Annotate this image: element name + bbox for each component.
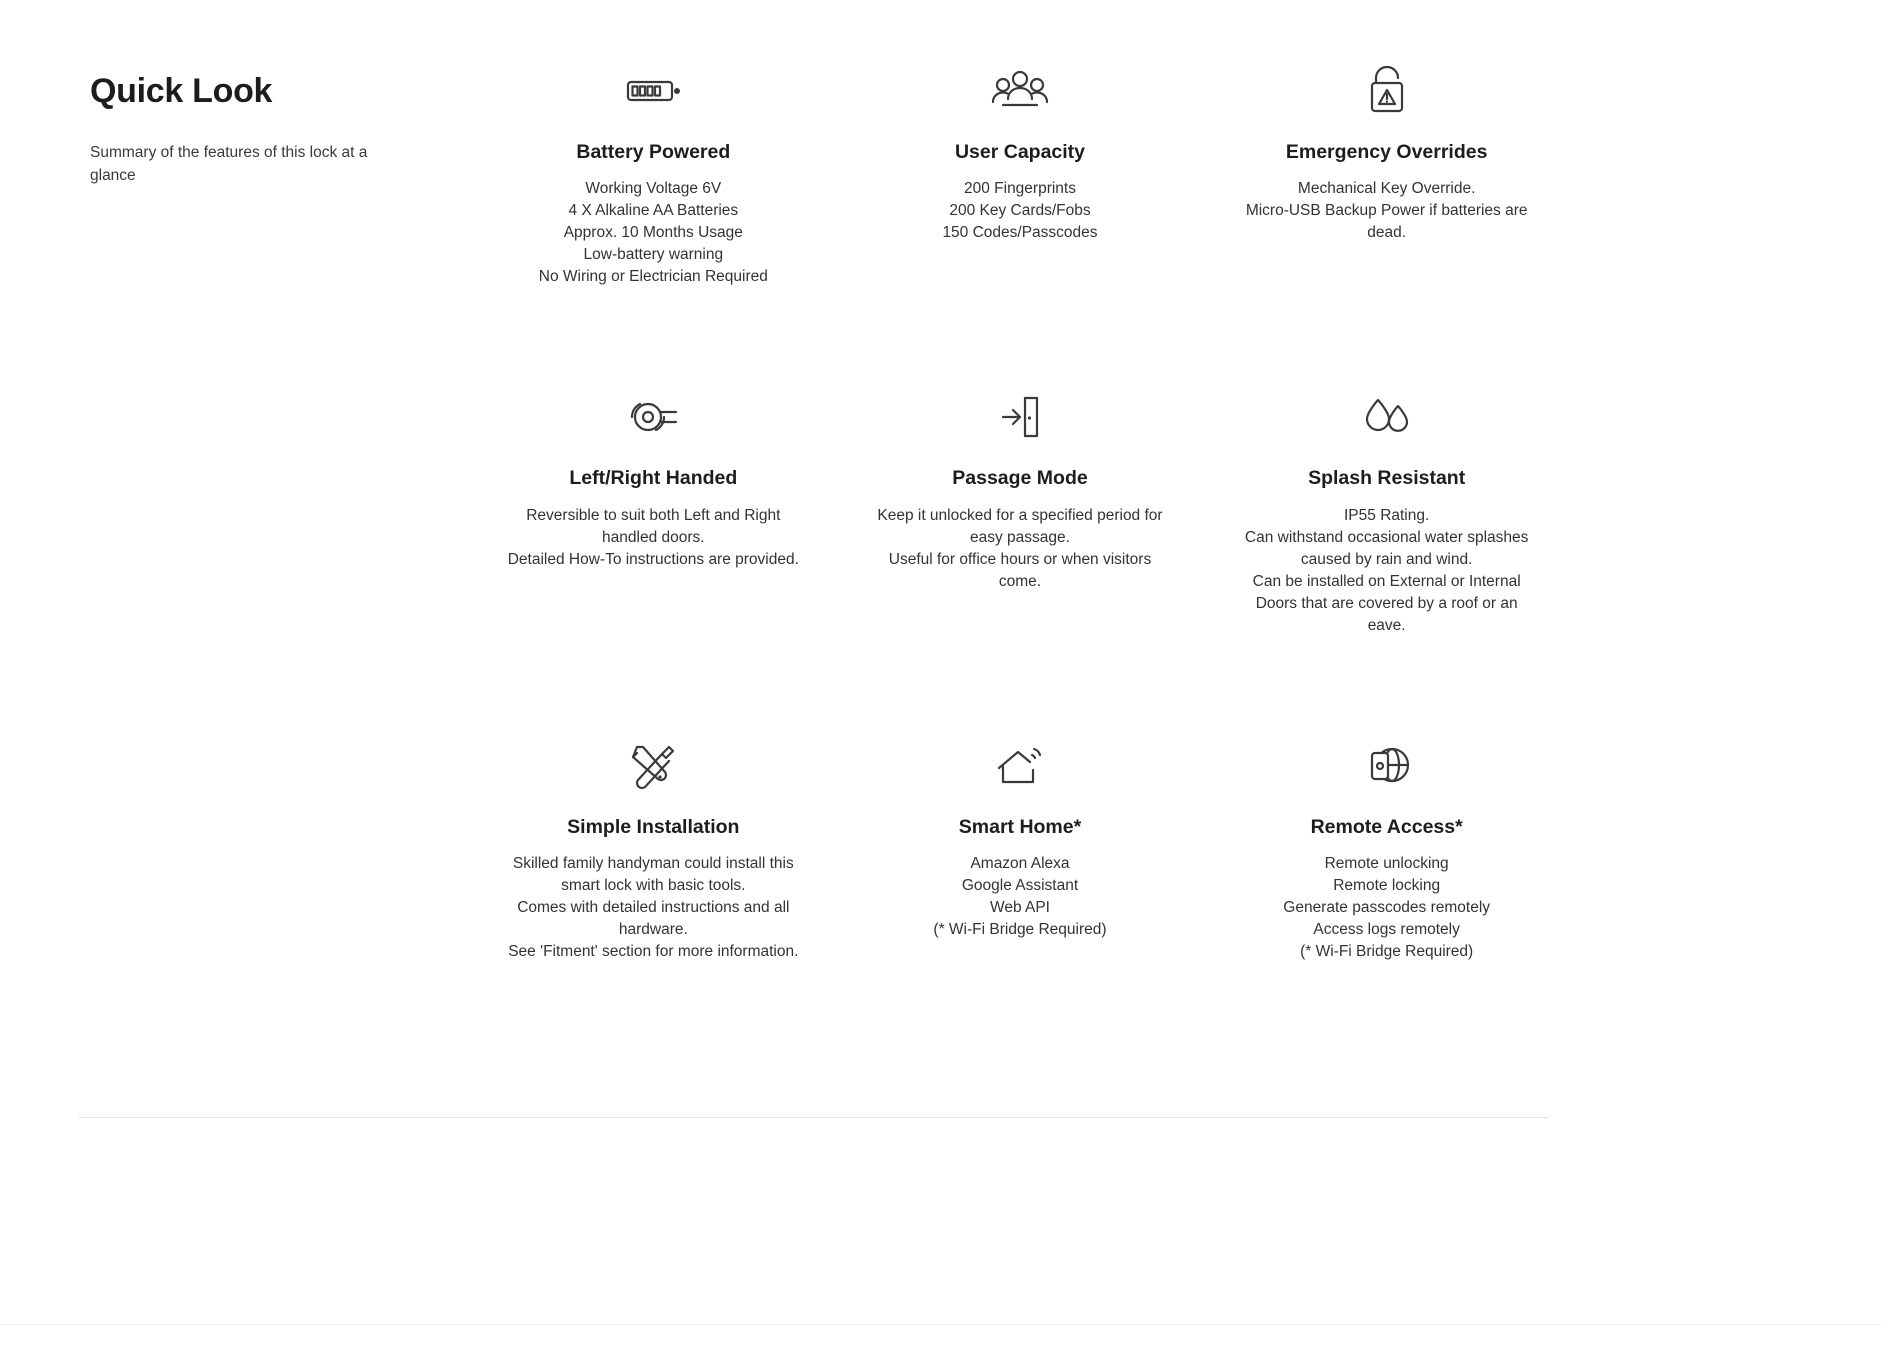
feature-card-battery-powered xyxy=(470,60,837,288)
feature-lines xyxy=(870,505,1170,593)
feature-lines xyxy=(1283,853,1490,963)
page-bottom-edge xyxy=(0,1324,1881,1347)
feature-title: Splash Resistant xyxy=(1308,467,1466,490)
feature-line: Keep it unlocked for a specified period for easy passage. xyxy=(877,506,1163,546)
feature-lines xyxy=(503,853,803,963)
door-passage-icon xyxy=(993,386,1047,448)
quick-look-section xyxy=(90,60,1570,963)
feature-line: No Wiring or Electrician Required xyxy=(538,268,768,286)
feature-line: Approx. 10 Months Usage xyxy=(563,224,743,242)
feature-card-splash-resistant xyxy=(1203,386,1570,636)
feature-title: Battery Powered xyxy=(576,141,731,163)
feature-line: Mechanical Key Override. xyxy=(1297,180,1476,198)
feature-line: Reversible to suit both Left and Right handled doors. xyxy=(526,506,781,546)
reversible-handing-icon xyxy=(622,386,684,448)
feature-line: Can be installed on External or Internal Doors that are covered by a roof or an eave. xyxy=(1252,572,1521,634)
feature-line: Skilled family handyman could install this smart lock with basic tools. xyxy=(512,855,794,895)
quick-look-layout xyxy=(90,60,1570,963)
feature-card-simple-installation xyxy=(470,735,837,963)
feature-title: Simple Installation xyxy=(567,815,740,838)
quick-look-intro xyxy=(90,60,390,188)
feature-lines xyxy=(539,178,768,288)
feature-title: Passage Mode xyxy=(952,467,1088,490)
feature-line: Can withstand occasional water splashes caused by rain and wind. xyxy=(1244,528,1529,568)
feature-title: Remote Access* xyxy=(1310,815,1463,838)
battery-icon xyxy=(622,60,684,122)
section-divider xyxy=(78,1117,1548,1118)
feature-card-passage-mode xyxy=(837,386,1204,636)
feature-lines xyxy=(933,853,1106,941)
feature-line: Useful for office hours or when visitors come. xyxy=(888,550,1152,590)
feature-grid xyxy=(470,60,1570,963)
feature-line: (* Wi-Fi Bridge Required) xyxy=(1300,943,1474,961)
page-left-edge xyxy=(0,0,6,1347)
feature-card-remote-access xyxy=(1203,735,1570,963)
tools-icon xyxy=(624,735,682,797)
feature-card-emergency-overrides xyxy=(1203,60,1570,288)
feature-line: Remote unlocking xyxy=(1324,855,1449,873)
feature-line: 4 X Alkaline AA Batteries xyxy=(568,202,739,220)
feature-line: Micro-USB Backup Power if batteries are dead. xyxy=(1245,202,1528,242)
feature-line: Amazon Alexa xyxy=(970,855,1070,873)
feature-line: Detailed How-To instructions are provided. xyxy=(507,550,799,568)
feature-line: 200 Key Cards/Fobs xyxy=(949,202,1091,220)
feature-title: Emergency Overrides xyxy=(1285,141,1488,163)
feature-card-user-capacity xyxy=(837,60,1204,288)
feature-title: Smart Home* xyxy=(958,815,1082,838)
feature-lines xyxy=(1237,505,1537,637)
feature-title: User Capacity xyxy=(954,141,1086,163)
feature-line: See 'Fitment' section for more information. xyxy=(508,943,799,961)
feature-title: Left/Right Handed xyxy=(569,467,738,490)
remote-access-icon xyxy=(1358,735,1416,797)
feature-line: Comes with detailed instructions and all hardware. xyxy=(517,899,790,939)
feature-line: Generate passcodes remotely xyxy=(1283,899,1491,917)
feature-line: Google Assistant xyxy=(961,877,1079,895)
feature-line: 150 Codes/Passcodes xyxy=(942,224,1098,242)
users-group-icon xyxy=(989,60,1051,122)
feature-line: Working Voltage 6V xyxy=(585,180,722,198)
feature-line: IP55 Rating. xyxy=(1344,506,1430,524)
feature-line: Low-battery warning xyxy=(583,246,724,264)
feature-lines xyxy=(503,505,803,571)
feature-card-left-right-handed xyxy=(470,386,837,636)
page-title: Quick Look xyxy=(90,72,273,110)
feature-card-smart-home xyxy=(837,735,1204,963)
feature-lines xyxy=(942,178,1097,244)
smart-home-icon xyxy=(991,735,1049,797)
feature-line: Remote locking xyxy=(1333,877,1441,895)
water-drops-icon xyxy=(1356,386,1418,448)
feature-line: (* Wi-Fi Bridge Required) xyxy=(933,921,1107,939)
padlock-alert-icon xyxy=(1360,60,1414,122)
feature-line: 200 Fingerprints xyxy=(963,180,1076,198)
feature-line: Web API xyxy=(989,899,1050,917)
page-subtitle: Summary of the features of this lock at a glance xyxy=(90,144,368,185)
feature-line: Access logs remotely xyxy=(1313,921,1460,939)
feature-lines xyxy=(1237,178,1537,244)
